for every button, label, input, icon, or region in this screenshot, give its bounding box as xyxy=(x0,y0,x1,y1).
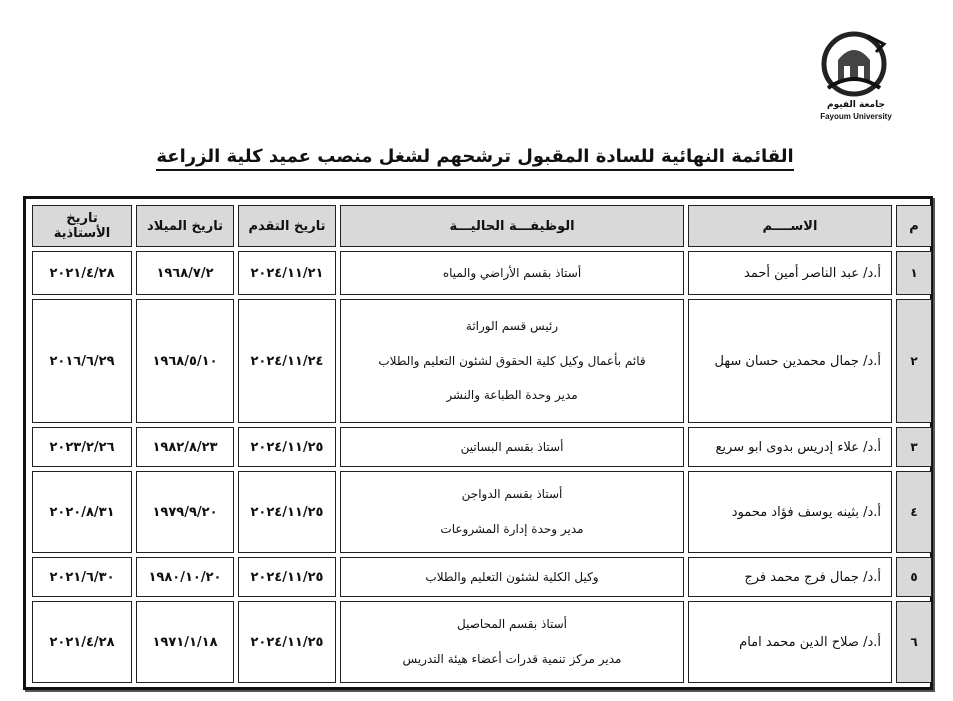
row-applied-date: ٢٠٢٤/١١/٢٤ xyxy=(238,299,336,423)
table-row xyxy=(32,557,932,597)
row-birth-date: ١٩٨٠/١٠/٢٠ xyxy=(136,557,234,597)
row-applied-date: ٢٠٢٤/١١/٢٥ xyxy=(238,427,336,467)
row-applied-date: ٢٠٢٤/١١/٢١ xyxy=(238,251,336,295)
header-birth-date: تاريخ الميلاد xyxy=(136,205,234,247)
job-line: أستاذ بقسم الدواجن xyxy=(461,487,563,502)
row-job xyxy=(340,601,684,683)
table-row xyxy=(32,427,932,467)
row-num: ٤ xyxy=(896,471,932,553)
row-num: ٥ xyxy=(896,557,932,597)
job-line: أستاذ بقسم المحاصيل xyxy=(457,617,567,632)
row-professorship-date: ٢٠٢١/٤/٢٨ xyxy=(32,601,132,683)
row-professorship-date: ٢٠٢١/٤/٢٨ xyxy=(32,251,132,295)
row-professorship-date: ٢٠١٦/٦/٢٩ xyxy=(32,299,132,423)
table-row xyxy=(32,471,932,553)
fayoum-university-logo-icon xyxy=(818,30,888,98)
header-job: الوظيفـــة الحاليـــة xyxy=(340,205,684,247)
job-line: مدير مركز تنمية قدرات أعضاء هيئة التدريس xyxy=(402,652,622,666)
row-applied-date: ٢٠٢٤/١١/٢٥ xyxy=(238,471,336,553)
row-name: أ.د/ بثينه يوسف فؤاد محمود xyxy=(688,471,892,553)
header-name: الاســــم xyxy=(688,205,892,247)
row-name: أ.د/ جمال محمدين حسان سهل xyxy=(688,299,892,423)
row-job xyxy=(340,299,684,423)
row-professorship-date: ٢٠٢٠/٨/٣١ xyxy=(32,471,132,553)
row-birth-date: ١٩٨٢/٨/٢٣ xyxy=(136,427,234,467)
job-line: قائم بأعمال وكيل كلية الحقوق لشئون التعليم والطلاب xyxy=(378,353,646,368)
row-applied-date: ٢٠٢٤/١١/٢٥ xyxy=(238,601,336,683)
university-logo xyxy=(812,30,900,122)
row-job xyxy=(340,251,684,295)
job-line: أستاذ بقسم الأراضي والمياه xyxy=(442,265,582,280)
table-row xyxy=(32,299,932,423)
logo-english-text: Fayoum University xyxy=(820,112,892,121)
row-job xyxy=(340,471,684,553)
row-birth-date: ١٩٦٨/٥/١٠ xyxy=(136,299,234,423)
candidates-table-frame xyxy=(23,196,933,690)
table-header-row xyxy=(32,205,932,247)
row-num: ٣ xyxy=(896,427,932,467)
row-birth-date: ١٩٧١/١/١٨ xyxy=(136,601,234,683)
row-name: أ.د/ جمال فرج محمد فرج xyxy=(688,557,892,597)
row-num: ٢ xyxy=(896,299,932,423)
job-line: مدير وحدة الطباعة والنشر xyxy=(446,388,578,403)
row-name: أ.د/ صلاح الدين محمد امام xyxy=(688,601,892,683)
row-job xyxy=(340,557,684,597)
table-row xyxy=(32,251,932,295)
row-applied-date: ٢٠٢٤/١١/٢٥ xyxy=(238,557,336,597)
logo-arabic-text: جامعة الفيوم xyxy=(827,100,885,110)
header-num: م xyxy=(896,205,932,247)
job-line: أستاذ بقسم البساتين xyxy=(460,439,564,454)
row-job xyxy=(340,427,684,467)
row-name: أ.د/ عبد الناصر أمين أحمد xyxy=(688,251,892,295)
document-title-text: القائمة النهائية للسادة المقبول ترشحهم لشغل منصب عميد كلية الزراعة xyxy=(156,146,793,171)
row-name: أ.د/ علاء إدريس بدوى ابو سريع xyxy=(688,427,892,467)
row-professorship-date: ٢٠٢١/٦/٣٠ xyxy=(32,557,132,597)
job-line: وكيل الكلية لشئون التعليم والطلاب xyxy=(425,569,599,584)
row-birth-date: ١٩٦٨/٧/٢ xyxy=(136,251,234,295)
job-line: مدير وحدة إدارة المشروعات xyxy=(440,522,584,536)
table-row xyxy=(32,601,932,683)
row-num: ١ xyxy=(896,251,932,295)
row-birth-date: ١٩٧٩/٩/٢٠ xyxy=(136,471,234,553)
document-title xyxy=(150,146,800,167)
candidates-table xyxy=(28,201,936,687)
row-num: ٦ xyxy=(896,601,932,683)
job-line: رئيس قسم الوراثة xyxy=(465,318,559,333)
header-applied-date: تاريخ التقدم xyxy=(238,205,336,247)
header-professorship-date: تاريخ الأستاذية xyxy=(32,205,132,247)
row-professorship-date: ٢٠٢٣/٢/٢٦ xyxy=(32,427,132,467)
